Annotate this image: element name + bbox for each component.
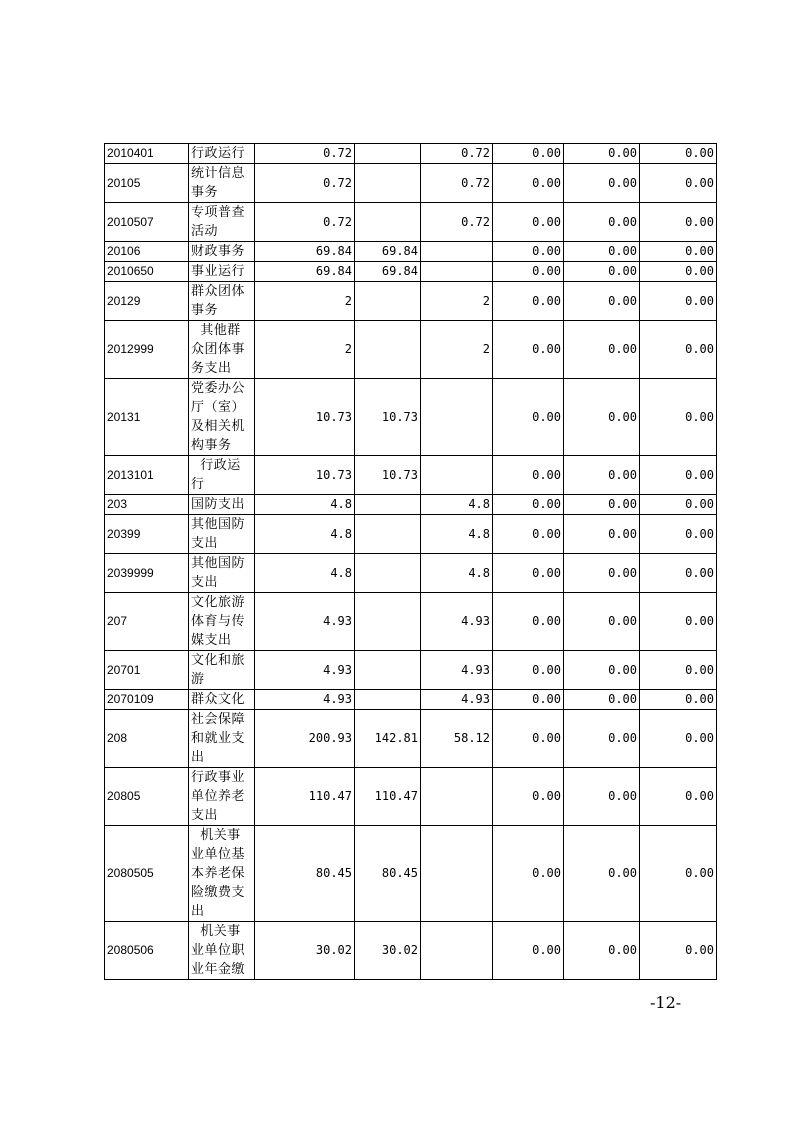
function-code-cell: 20805: [105, 768, 189, 826]
amount-col-7-cell: 0.00: [564, 710, 640, 768]
table-row: [105, 456, 717, 495]
amount-col-6-cell: 0.00: [493, 321, 564, 379]
total-amount-cell: 2: [255, 282, 355, 321]
table-row: [105, 515, 717, 554]
amount-col-8-cell: 0.00: [640, 321, 717, 379]
function-name-cell: 财政事务: [189, 242, 255, 262]
table-row: [105, 710, 717, 768]
project-expenditure-cell: 4.8: [421, 515, 493, 554]
amount-col-7-cell: 0.00: [564, 651, 640, 690]
project-expenditure-cell: 2: [421, 321, 493, 379]
amount-col-7-cell: 0.00: [564, 495, 640, 515]
table-row: [105, 768, 717, 826]
table-row: [105, 651, 717, 690]
function-code-cell: 2080506: [105, 922, 189, 980]
total-amount-cell: 10.73: [255, 379, 355, 456]
function-name-cell: 行政运行: [189, 456, 255, 495]
project-expenditure-cell: 2: [421, 282, 493, 321]
amount-col-8-cell: 0.00: [640, 768, 717, 826]
table-row: [105, 321, 717, 379]
project-expenditure-cell: 4.93: [421, 593, 493, 651]
amount-col-6-cell: 0.00: [493, 826, 564, 922]
page-number: -12-: [650, 993, 682, 1012]
amount-col-7-cell: 0.00: [564, 282, 640, 321]
amount-col-6-cell: 0.00: [493, 495, 564, 515]
function-name-cell: 党委办公厅（室）及相关机构事务: [189, 379, 255, 456]
table-row: [105, 593, 717, 651]
function-name-cell: 社会保障和就业支出: [189, 710, 255, 768]
function-code-cell: 208: [105, 710, 189, 768]
basic-expenditure-cell: [355, 203, 421, 242]
function-code-cell: 207: [105, 593, 189, 651]
project-expenditure-cell: [421, 242, 493, 262]
function-name-cell: 专项普查活动: [189, 203, 255, 242]
function-name-cell: 群众团体事务: [189, 282, 255, 321]
total-amount-cell: 4.8: [255, 515, 355, 554]
project-expenditure-cell: 0.72: [421, 203, 493, 242]
total-amount-cell: 4.93: [255, 651, 355, 690]
amount-col-8-cell: 0.00: [640, 456, 717, 495]
amount-col-7-cell: 0.00: [564, 242, 640, 262]
basic-expenditure-cell: 142.81: [355, 710, 421, 768]
function-name-cell: 其他群众团体事务支出: [189, 321, 255, 379]
function-code-cell: 20129: [105, 282, 189, 321]
basic-expenditure-cell: 69.84: [355, 262, 421, 282]
amount-col-7-cell: 0.00: [564, 593, 640, 651]
basic-expenditure-cell: 69.84: [355, 242, 421, 262]
project-expenditure-cell: [421, 826, 493, 922]
function-name-cell: 统计信息事务: [189, 164, 255, 203]
basic-expenditure-cell: [355, 593, 421, 651]
function-name-cell: 机关事业单位职业年金缴: [189, 922, 255, 980]
amount-col-6-cell: 0.00: [493, 379, 564, 456]
amount-col-7-cell: 0.00: [564, 922, 640, 980]
table-row: [105, 242, 717, 262]
amount-col-7-cell: 0.00: [564, 826, 640, 922]
amount-col-8-cell: 0.00: [640, 144, 717, 164]
function-code-cell: 2070109: [105, 690, 189, 710]
function-code-cell: 2010401: [105, 144, 189, 164]
function-name-cell: 其他国防支出: [189, 554, 255, 593]
amount-col-8-cell: 0.00: [640, 515, 717, 554]
amount-col-8-cell: 0.00: [640, 554, 717, 593]
basic-expenditure-cell: [355, 321, 421, 379]
project-expenditure-cell: 58.12: [421, 710, 493, 768]
amount-col-7-cell: 0.00: [564, 515, 640, 554]
function-code-cell: 2039999: [105, 554, 189, 593]
table-body: [105, 144, 717, 980]
amount-col-8-cell: 0.00: [640, 593, 717, 651]
basic-expenditure-cell: [355, 282, 421, 321]
table-row: [105, 690, 717, 710]
amount-col-6-cell: 0.00: [493, 282, 564, 321]
total-amount-cell: 0.72: [255, 164, 355, 203]
amount-col-6-cell: 0.00: [493, 456, 564, 495]
amount-col-8-cell: 0.00: [640, 922, 717, 980]
function-code-cell: 20399: [105, 515, 189, 554]
amount-col-7-cell: 0.00: [564, 768, 640, 826]
project-expenditure-cell: 4.93: [421, 651, 493, 690]
basic-expenditure-cell: 30.02: [355, 922, 421, 980]
total-amount-cell: 0.72: [255, 203, 355, 242]
table-row: [105, 282, 717, 321]
function-code-cell: 2010650: [105, 262, 189, 282]
function-code-cell: 20701: [105, 651, 189, 690]
project-expenditure-cell: [421, 379, 493, 456]
basic-expenditure-cell: 10.73: [355, 379, 421, 456]
basic-expenditure-cell: [355, 554, 421, 593]
table-row: [105, 922, 717, 980]
amount-col-6-cell: 0.00: [493, 554, 564, 593]
function-name-cell: 行政事业单位养老支出: [189, 768, 255, 826]
amount-col-6-cell: 0.00: [493, 242, 564, 262]
amount-col-6-cell: 0.00: [493, 768, 564, 826]
amount-col-6-cell: 0.00: [493, 710, 564, 768]
basic-expenditure-cell: [355, 515, 421, 554]
total-amount-cell: 4.93: [255, 593, 355, 651]
project-expenditure-cell: [421, 262, 493, 282]
function-name-cell: 群众文化: [189, 690, 255, 710]
amount-col-6-cell: 0.00: [493, 164, 564, 203]
total-amount-cell: 4.8: [255, 554, 355, 593]
total-amount-cell: 110.47: [255, 768, 355, 826]
amount-col-6-cell: 0.00: [493, 144, 564, 164]
function-name-cell: 机关事业单位基本养老保险缴费支出: [189, 826, 255, 922]
amount-col-8-cell: 0.00: [640, 651, 717, 690]
function-code-cell: 2012999: [105, 321, 189, 379]
project-expenditure-cell: 0.72: [421, 144, 493, 164]
project-expenditure-cell: [421, 768, 493, 826]
basic-expenditure-cell: [355, 144, 421, 164]
amount-col-7-cell: 0.00: [564, 203, 640, 242]
table-row: [105, 203, 717, 242]
amount-col-8-cell: 0.00: [640, 262, 717, 282]
amount-col-7-cell: 0.00: [564, 379, 640, 456]
basic-expenditure-cell: 110.47: [355, 768, 421, 826]
function-name-cell: 行政运行: [189, 144, 255, 164]
table-row: [105, 495, 717, 515]
amount-col-7-cell: 0.00: [564, 164, 640, 203]
total-amount-cell: 200.93: [255, 710, 355, 768]
total-amount-cell: 0.72: [255, 144, 355, 164]
function-name-cell: 国防支出: [189, 495, 255, 515]
basic-expenditure-cell: [355, 690, 421, 710]
amount-col-8-cell: 0.00: [640, 710, 717, 768]
total-amount-cell: 69.84: [255, 262, 355, 282]
function-code-cell: 20106: [105, 242, 189, 262]
amount-col-6-cell: 0.00: [493, 262, 564, 282]
amount-col-8-cell: 0.00: [640, 164, 717, 203]
function-code-cell: 203: [105, 495, 189, 515]
amount-col-8-cell: 0.00: [640, 282, 717, 321]
table-row: [105, 554, 717, 593]
total-amount-cell: 69.84: [255, 242, 355, 262]
basic-expenditure-cell: [355, 495, 421, 515]
project-expenditure-cell: 4.8: [421, 495, 493, 515]
function-name-cell: 文化旅游体育与传媒支出: [189, 593, 255, 651]
project-expenditure-cell: [421, 922, 493, 980]
amount-col-8-cell: 0.00: [640, 242, 717, 262]
function-name-cell: 其他国防支出: [189, 515, 255, 554]
amount-col-7-cell: 0.00: [564, 144, 640, 164]
table-row: [105, 262, 717, 282]
function-code-cell: 20105: [105, 164, 189, 203]
amount-col-7-cell: 0.00: [564, 262, 640, 282]
total-amount-cell: 2: [255, 321, 355, 379]
basic-expenditure-cell: [355, 164, 421, 203]
basic-expenditure-cell: 80.45: [355, 826, 421, 922]
project-expenditure-cell: 4.8: [421, 554, 493, 593]
amount-col-8-cell: 0.00: [640, 826, 717, 922]
function-code-cell: 2010507: [105, 203, 189, 242]
basic-expenditure-cell: [355, 651, 421, 690]
total-amount-cell: 4.8: [255, 495, 355, 515]
basic-expenditure-cell: 10.73: [355, 456, 421, 495]
total-amount-cell: 80.45: [255, 826, 355, 922]
amount-col-6-cell: 0.00: [493, 922, 564, 980]
project-expenditure-cell: [421, 456, 493, 495]
table-row: [105, 164, 717, 203]
amount-col-6-cell: 0.00: [493, 515, 564, 554]
amount-col-6-cell: 0.00: [493, 690, 564, 710]
budget-expenditure-table: [104, 143, 717, 980]
amount-col-7-cell: 0.00: [564, 690, 640, 710]
function-name-cell: 文化和旅游: [189, 651, 255, 690]
amount-col-8-cell: 0.00: [640, 203, 717, 242]
amount-col-8-cell: 0.00: [640, 379, 717, 456]
table-row: [105, 379, 717, 456]
amount-col-6-cell: 0.00: [493, 203, 564, 242]
function-code-cell: 2080505: [105, 826, 189, 922]
function-code-cell: 20131: [105, 379, 189, 456]
project-expenditure-cell: 0.72: [421, 164, 493, 203]
amount-col-8-cell: 0.00: [640, 690, 717, 710]
table-row: [105, 826, 717, 922]
project-expenditure-cell: 4.93: [421, 690, 493, 710]
total-amount-cell: 10.73: [255, 456, 355, 495]
amount-col-7-cell: 0.00: [564, 321, 640, 379]
amount-col-8-cell: 0.00: [640, 495, 717, 515]
amount-col-7-cell: 0.00: [564, 554, 640, 593]
total-amount-cell: 4.93: [255, 690, 355, 710]
amount-col-6-cell: 0.00: [493, 593, 564, 651]
function-name-cell: 事业运行: [189, 262, 255, 282]
table-row: [105, 144, 717, 164]
function-code-cell: 2013101: [105, 456, 189, 495]
amount-col-7-cell: 0.00: [564, 456, 640, 495]
total-amount-cell: 30.02: [255, 922, 355, 980]
amount-col-6-cell: 0.00: [493, 651, 564, 690]
